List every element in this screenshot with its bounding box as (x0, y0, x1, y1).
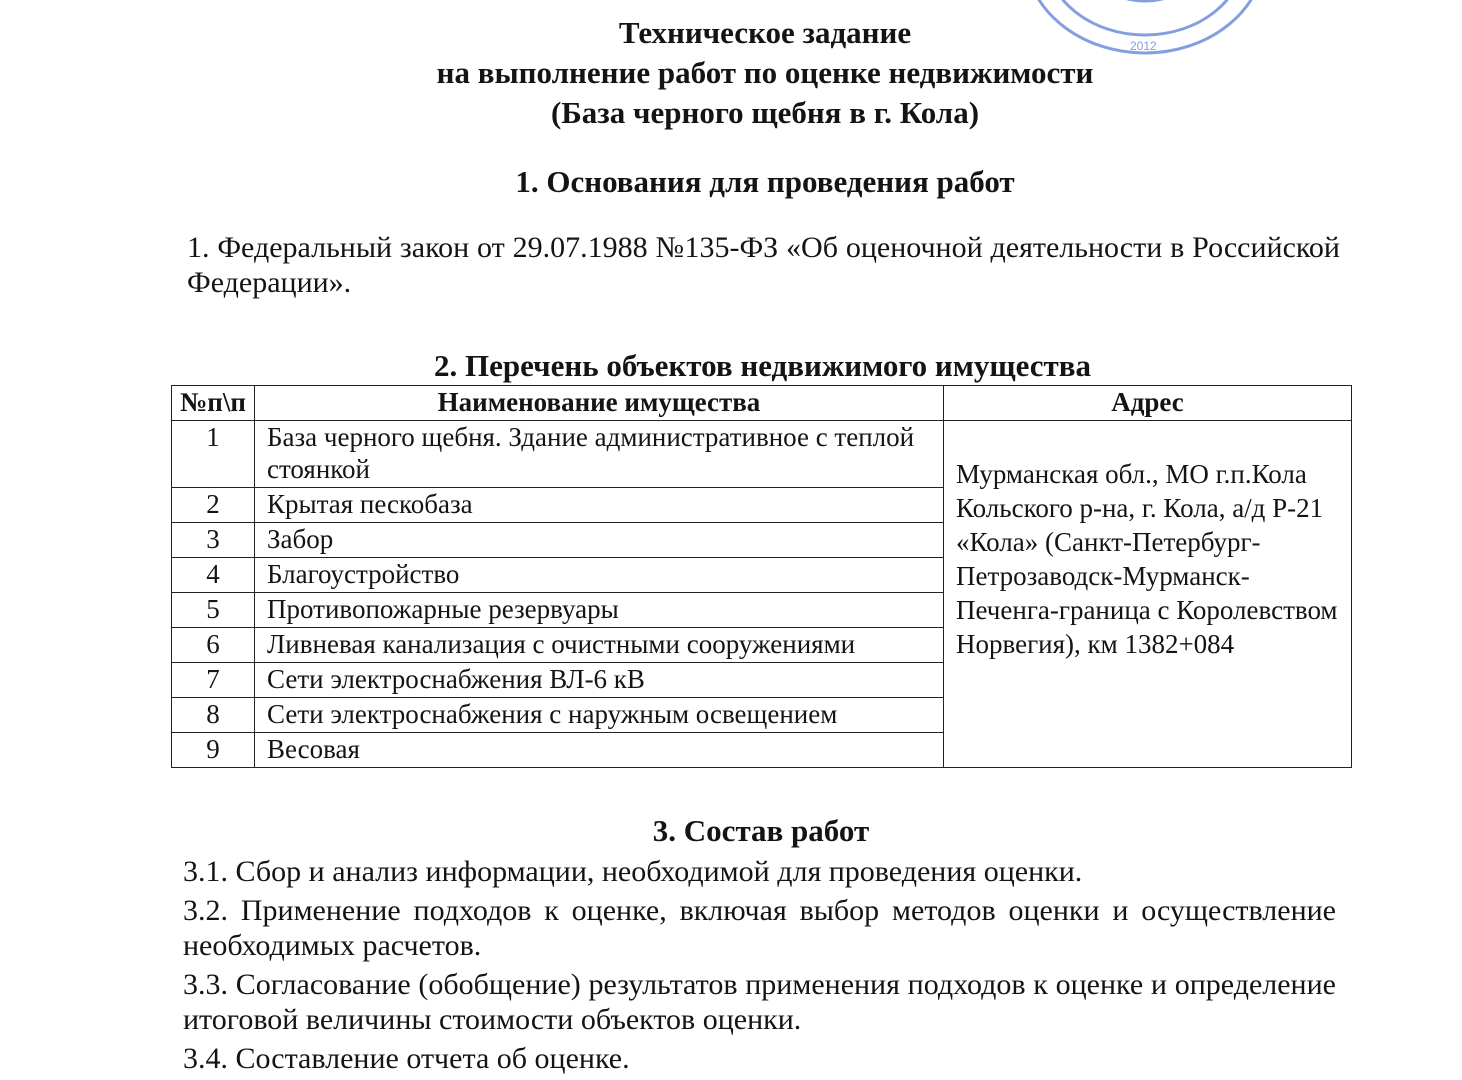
property-name: Противопожарные резервуары (255, 593, 944, 628)
row-number: 5 (172, 593, 255, 628)
stamp-ring-text-bottom: 2012 (1130, 39, 1157, 53)
property-name: Сети электроснабжения с наружным освещением (255, 698, 944, 733)
section-1-heading: 1. Основания для проведения работ (515, 164, 1015, 199)
row-number: 2 (172, 488, 255, 523)
property-name: Крытая пескобаза (255, 488, 944, 523)
column-header-name: Наименование имущества (255, 386, 944, 421)
property-name: Забор (255, 523, 944, 558)
section-3-list (183, 854, 1336, 1076)
section-3-heading: 3. Состав работ (652, 813, 870, 848)
property-table (171, 385, 1352, 768)
title-line-1: Техническое задание (618, 15, 912, 50)
row-number: 7 (172, 663, 255, 698)
row-number: 4 (172, 558, 255, 593)
row-number: 9 (172, 733, 255, 768)
property-name: Весовая (255, 733, 944, 768)
work-item-3-1: 3.1. Сбор и анализ информации, необходимой для проведения оценки. (183, 855, 1083, 888)
title-line-3: (База черного щебня в г. Кола) (550, 95, 980, 130)
property-name: База черного щебня. Здание административное с теплой стоянкой (255, 421, 944, 488)
section-1-text: 1. Федеральный закон от 29.07.1988 №135-ФЗ «Об оценочной деятельности в Российской Федерации». (187, 231, 1340, 299)
work-item-3-2: 3.2. Применение подходов к оценке, включая выбор методов оценки и осуществление необходимых расчетов. (183, 894, 1336, 962)
row-number: 1 (172, 421, 255, 488)
work-item-3-3: 3.3. Согласование (обобщение) результатов применения подходов к оценке и определение итоговой величины стоимости объектов оценки. (183, 968, 1336, 1036)
document-title (0, 13, 1462, 133)
table-row (172, 421, 1352, 488)
work-item-3-4: 3.4. Составление отчета об оценке. (183, 1042, 630, 1075)
property-address: Мурманская обл., МО г.п.Кола Кольского р-на, г. Кола, а/д Р-21 «Кола» (Санкт-Петербург-Петрозаводск-Мурманск-Печенга-граница с Королевством Норвегия), км 1382+084 (944, 421, 1352, 768)
column-header-number: №п\п (172, 386, 255, 421)
title-line-2: на выполнение работ по оценке недвижимости (436, 55, 1094, 90)
property-name: Ливневая канализация с очистными сооружениями (255, 628, 944, 663)
row-number: 3 (172, 523, 255, 558)
section-2-heading: 2. Перечень объектов недвижимого имущества (434, 348, 1091, 383)
column-header-address: Адрес (944, 386, 1352, 421)
row-number: 6 (172, 628, 255, 663)
property-name: Сети электроснабжения ВЛ-6 кВ (255, 663, 944, 698)
property-name: Благоустройство (255, 558, 944, 593)
table-header-row (172, 386, 1352, 421)
row-number: 8 (172, 698, 255, 733)
